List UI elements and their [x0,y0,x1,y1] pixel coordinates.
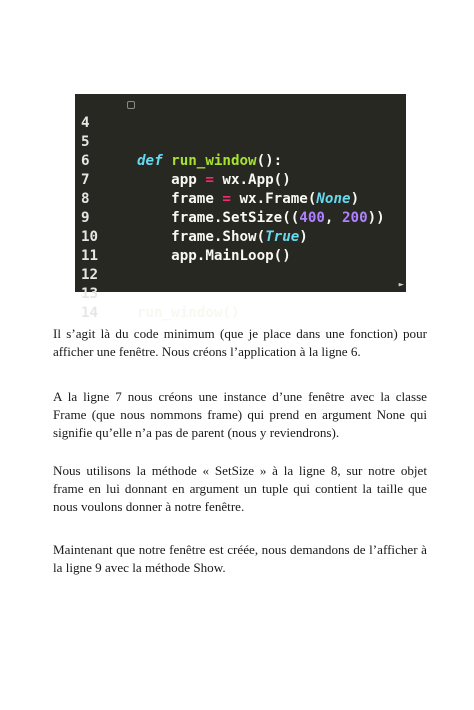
code-screenshot [75,94,406,321]
code-token: ) [350,191,360,207]
code-token: 400 [299,210,325,226]
line-number: 12 [81,267,99,283]
code-line [75,95,406,169]
code-token: True [265,229,300,245]
code-token: = [205,172,214,188]
line-number: 6 [81,153,90,169]
code-token: 200 [342,210,368,226]
code-token: ) [299,229,308,245]
code-text [137,304,240,323]
line-number: 11 [81,248,99,264]
code-token: )) [367,210,385,226]
code-token: wx.App() [213,172,291,188]
code-token: frame.SetSize(( [137,210,300,226]
code-token: run_window() [137,305,240,321]
line-number: 8 [81,191,90,207]
line-number: 14 [81,305,99,321]
paragraph: Il s’agit là du code minimum (que je place dans une fonction) pour afficher une fenêtre. Nous créons l’application à la ligne 6. [53,326,427,359]
line-number: 5 [81,134,90,150]
code-token: app [137,172,206,188]
code-token: None [316,191,351,207]
line-number: 4 [81,115,90,131]
code-token: def [137,153,163,169]
code-token: frame.Show( [137,229,266,245]
code-token: frame [137,191,223,207]
paragraph: A la ligne 7 nous créons une instance d’une fenêtre avec la classe Frame (que nous nommons frame) qui prend en argument None qui signifie qu’elle n’a pas de parent (nous y reviendrons). [53,389,427,440]
code-token: , [324,210,343,226]
code-line [75,247,406,283]
paragraph: Maintenant que notre fenêtre est créée, nous demandons de l’afficher à la ligne 9 avec la méthode Show. [53,542,427,575]
line-number: 7 [81,172,90,188]
line-number: 10 [81,229,99,245]
code-token: wx.Frame( [230,191,317,207]
code-token: = [222,191,231,207]
code-token: run_window [171,153,257,169]
code-line [75,114,406,150]
code-token: app.MainLoop() [137,248,291,264]
fold-marker-icon [127,101,135,109]
paragraph: Nous utilisons la méthode « SetSize » à la ligne 8, sur notre objet frame en lui donnant en argument un tuple qui contient la taille que nous voulons donner à notre fenêtre. [53,463,427,514]
line-number: 13 [81,286,99,302]
line-number: 9 [81,210,90,226]
scroll-arrow-icon: ► [398,280,404,290]
code-token: (): [256,153,283,169]
